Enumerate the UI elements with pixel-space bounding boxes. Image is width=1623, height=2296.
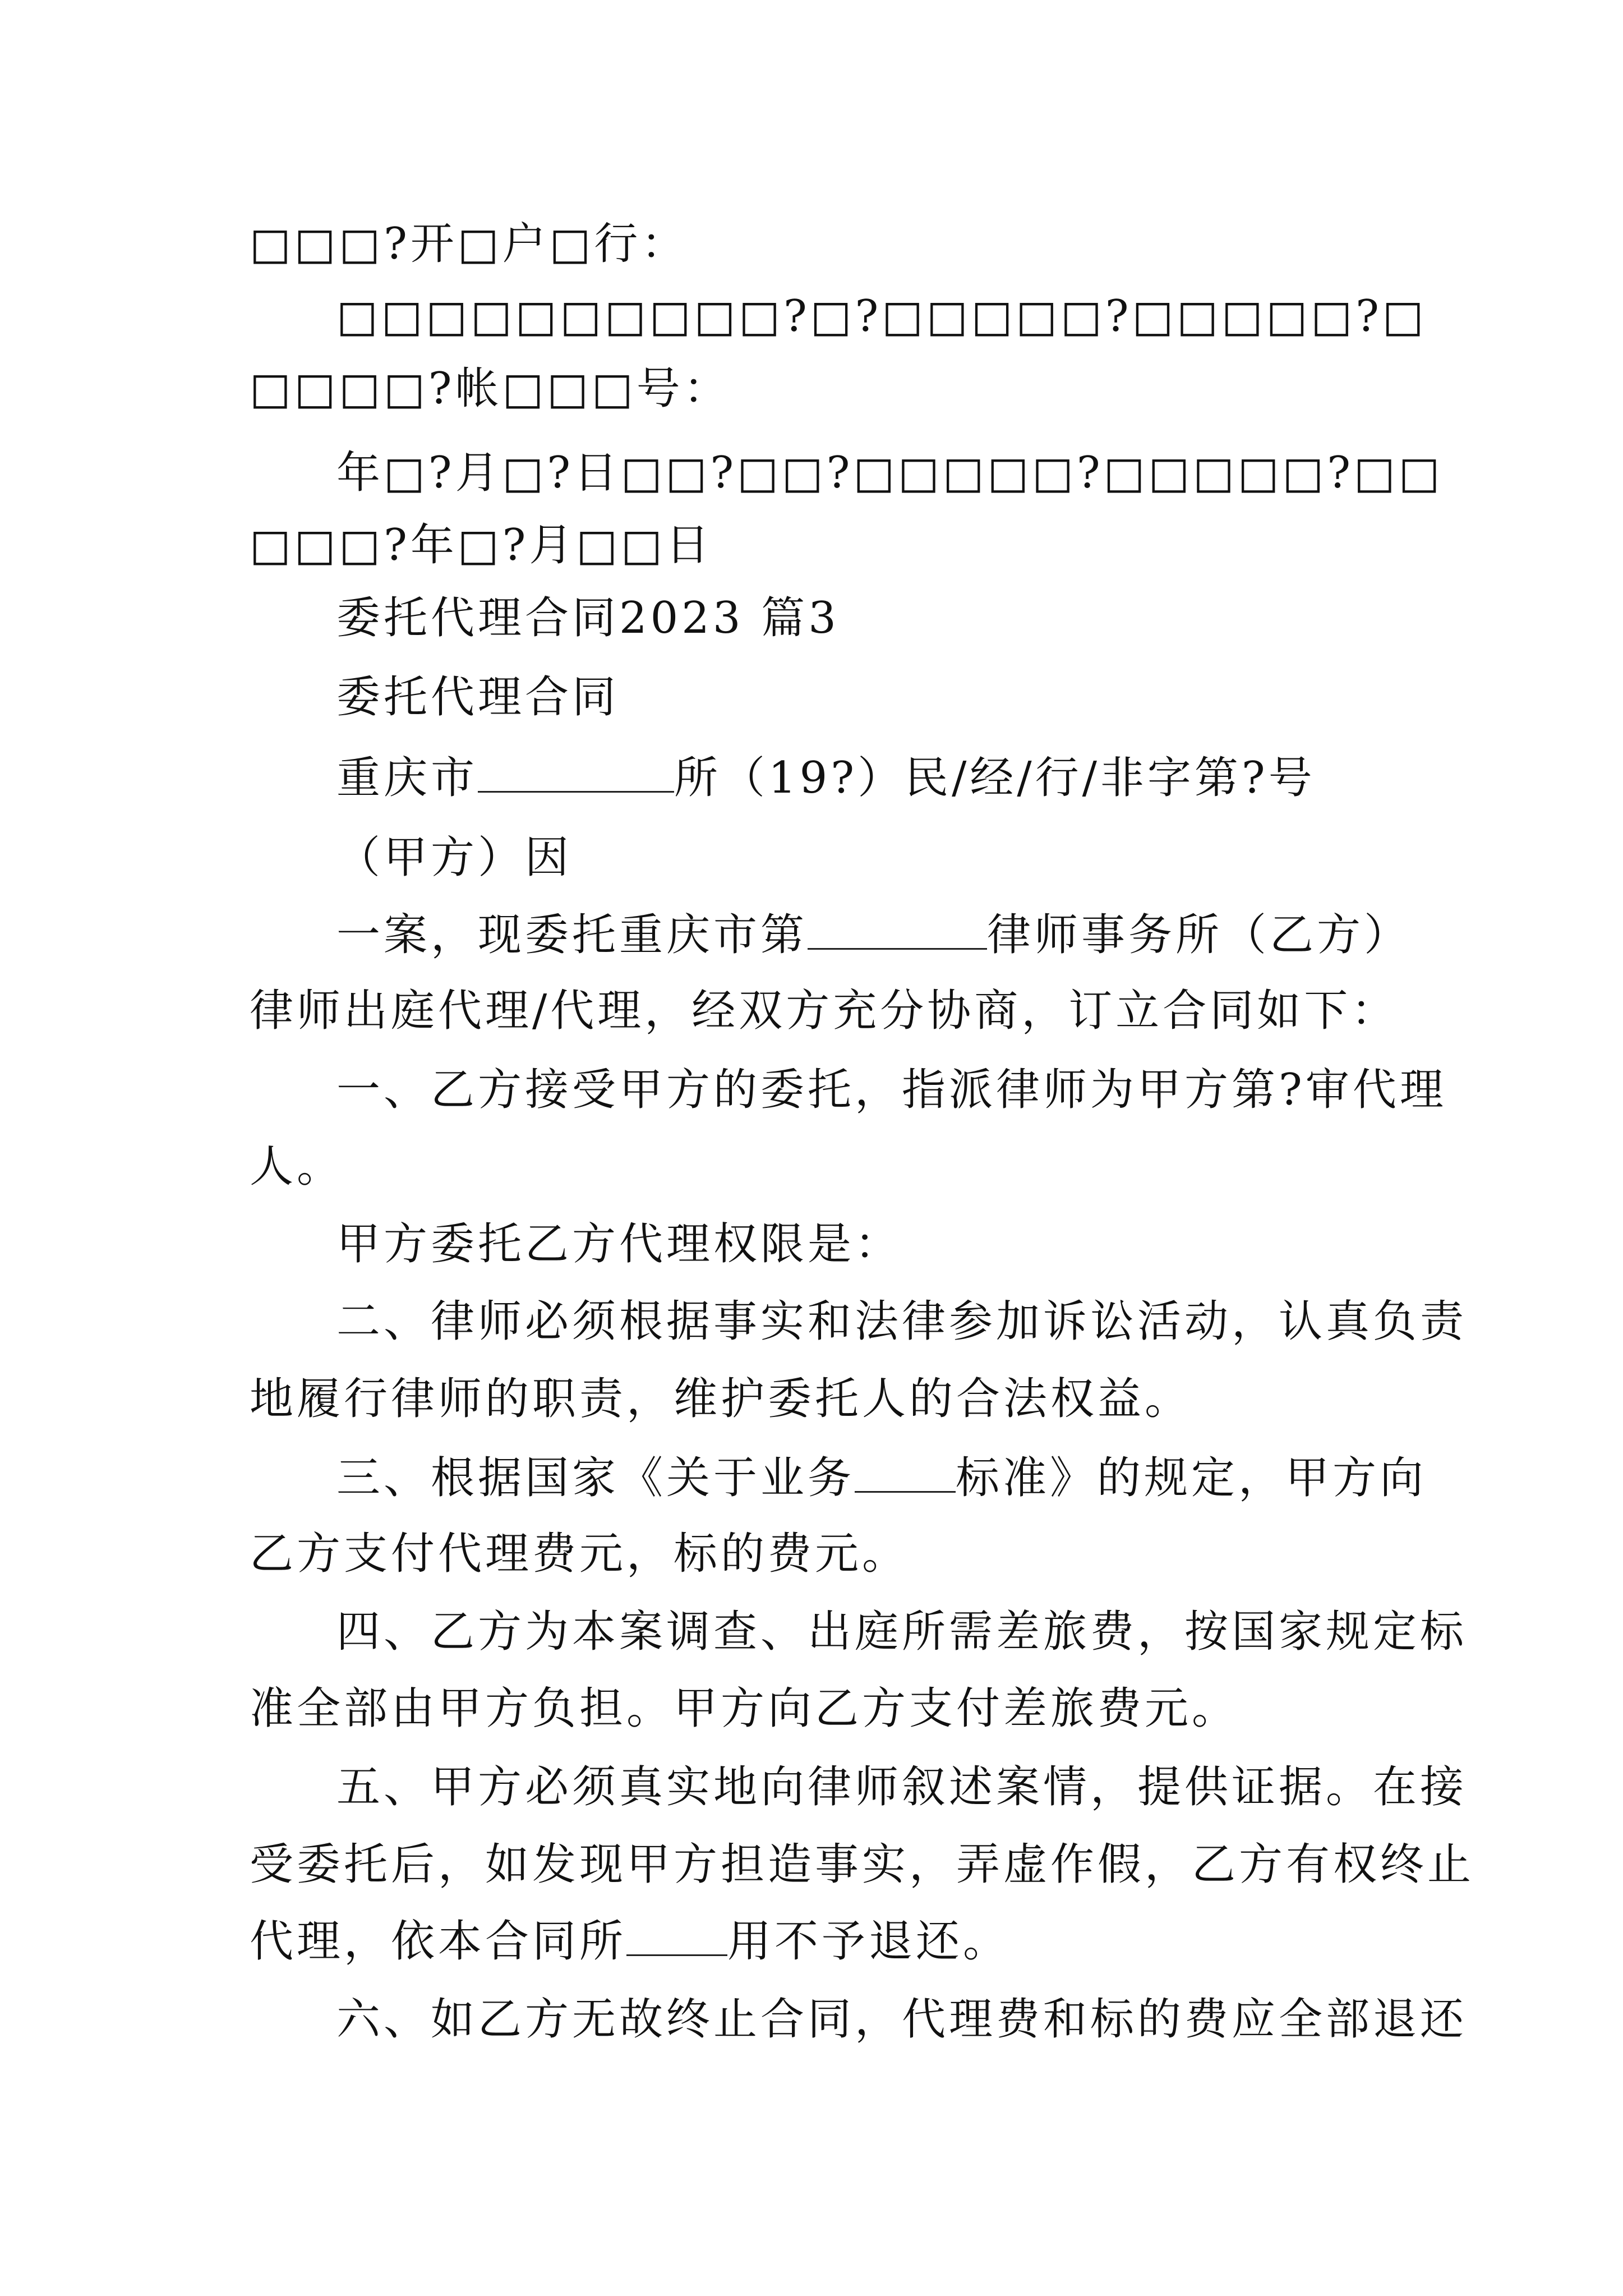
clause-5-line-1 [336, 1759, 1467, 1815]
blank-court-name [478, 749, 674, 793]
clause-1-line-2 [250, 1139, 344, 1195]
clause-1-line-1 [336, 1062, 1447, 1118]
clause-6-line-1 [336, 1991, 1467, 2047]
clause-2-text-2: 地履行律师的职责，维护委托人的合法权益。 [250, 1374, 1192, 1424]
blank-fee-standard [855, 1450, 956, 1493]
clause-5-text-1: 五、甲方必须真实地向律师叙述案情，提供证据。在接 [336, 1762, 1468, 1812]
account-number-line [250, 361, 731, 417]
contract-title [336, 669, 619, 725]
clause-4-line-2 [250, 1681, 1239, 1737]
clause-3-text-2: 乙方支付代理费元，标的费元。 [250, 1529, 910, 1579]
clause-6-text-1: 六、如乙方无故终止合同，代理费和标的费应全部退还 [336, 1994, 1468, 2045]
case-number-line [336, 749, 1316, 806]
clause-3-suffix: 标准》的规定，甲方向 [956, 1453, 1427, 1503]
entrust-line [336, 907, 1411, 963]
bank-account-line [250, 216, 688, 272]
clause-2-text-1: 二、律师必须根据事实和法律参加诉讼活动，认真负责 [336, 1296, 1468, 1347]
entrust-suffix: 律师事务所（乙方） [987, 910, 1412, 960]
clause-3-prefix: 三、根据国家《关于业务 [336, 1453, 855, 1503]
clause-4-line-1 [336, 1604, 1467, 1660]
date-line-2 [250, 517, 713, 573]
clause-1-text-1: 一、乙方接受甲方的委托，指派律师为甲方第?审代理 [336, 1065, 1447, 1115]
clause-5-prefix: 代理，依本合同所 [250, 1916, 627, 1967]
entrust-prefix: 一案，现委托重庆市第 [336, 910, 808, 960]
case-number-prefix: 重庆市 [336, 753, 478, 803]
clause-4-text-2: 准全部由甲方负担。甲方向乙方支付差旅费元。 [250, 1683, 1239, 1734]
clause-5-line-3 [250, 1913, 1010, 1970]
clause-5-suffix: 用不予退还。 [727, 1916, 1011, 1967]
clause-2-line-1 [336, 1294, 1467, 1350]
clause-3-line-1 [336, 1450, 1427, 1506]
bank-account-text: □□□?开□户□行： [250, 219, 689, 269]
entrust-continuation-text: 律师出庭代理/代理，经双方充分协商，订立合同如下： [250, 986, 1399, 1036]
clause-5-line-2 [250, 1837, 1474, 1893]
clause-3-line-2 [250, 1526, 909, 1582]
blank-fee-type [626, 1913, 727, 1956]
entrust-continuation [250, 983, 1398, 1039]
clause-4-text-1: 四、乙方为本案调查、出庭所需差旅费，按国家规定标 [336, 1607, 1468, 1657]
account-number-text: □□□□?帐□□□号： [250, 364, 731, 414]
clause-1-text-2: 人。 [250, 1142, 344, 1192]
garbled-text-1: □□□□□□□□□□?□?□□□□□?□□□□□?□ [336, 291, 1427, 342]
section-heading-text: 委托代理合同2023 篇3 [336, 593, 840, 643]
clause-2-line-2 [250, 1371, 1192, 1427]
authority-text: 甲方委托乙方代理权限是： [336, 1219, 902, 1269]
section-heading [336, 590, 840, 646]
date-text-2: □□□?年□?月□□日 [250, 520, 713, 570]
case-number-suffix: 所（19?）民/经/行/非字第?号 [674, 753, 1316, 803]
garbled-line-1 [336, 288, 1427, 344]
contract-title-text: 委托代理合同 [336, 672, 620, 723]
party-a-line [336, 830, 572, 886]
date-text-1: 年□?月□?日□□?□□?□□□□□?□□□□□?□□ [336, 448, 1444, 498]
blank-law-firm-number [808, 907, 987, 950]
authority-line [336, 1216, 902, 1272]
date-line-1 [336, 445, 1443, 501]
party-a-text: （甲方）因 [336, 832, 573, 883]
clause-5-text-2: 受委托后，如发现甲方担造事实，弄虚作假，乙方有权终止 [250, 1839, 1475, 1890]
